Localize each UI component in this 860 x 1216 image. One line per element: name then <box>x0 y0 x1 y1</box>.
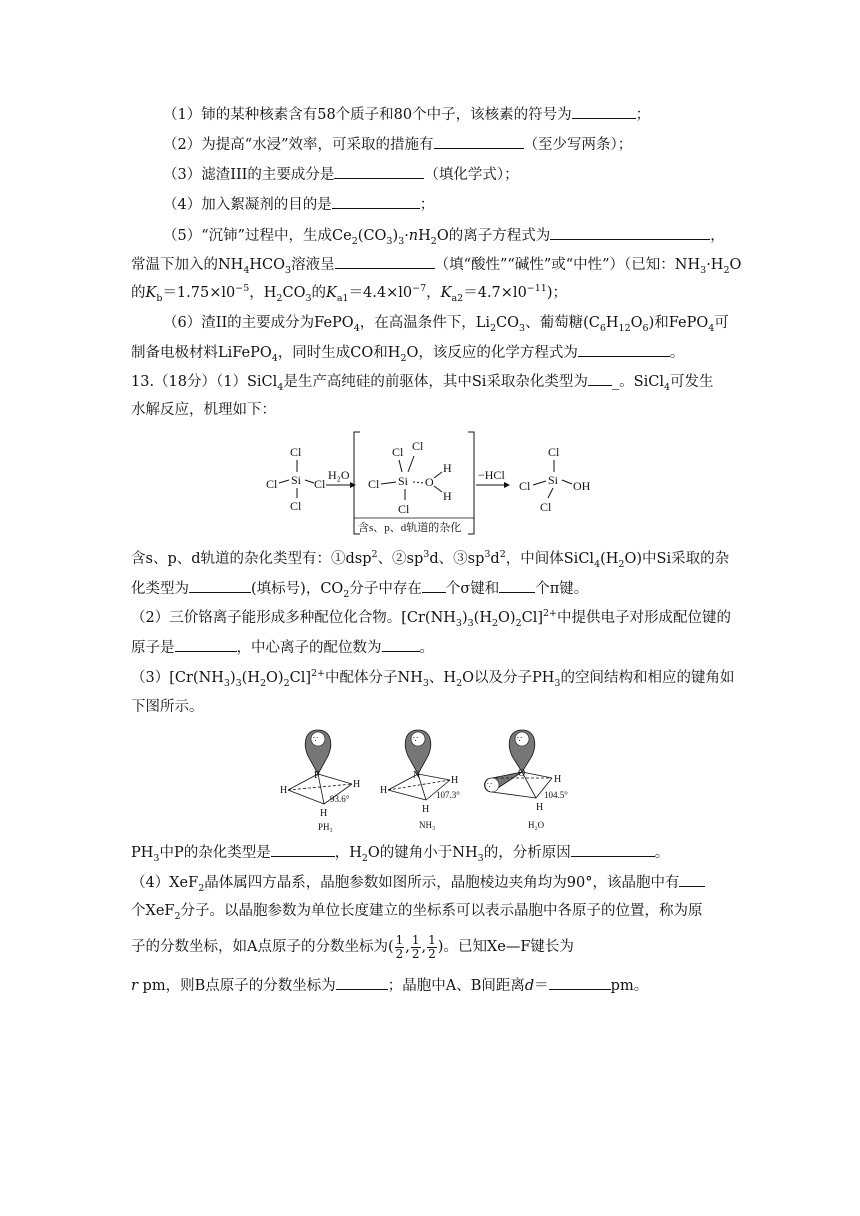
q13-part2-line2: 原子是 ，中心离子的配位数为 。 <box>131 637 434 658</box>
svg-text:∵: ∵ <box>413 735 419 744</box>
q13-part4-line3: 子的分数坐标，如A点原子的分数坐标为( $\frac{1}{2}$ , $\frac{1}{2}$ , $\frac{1}{2}$ )。已知Xe—F键长为 <box>131 932 574 961</box>
nh3-label: NH₃ <box>419 820 436 830</box>
answer-blank[interactable] <box>499 578 535 593</box>
q12-part2: （2）为提高“水浸”效率，可采取的措施有 （至少写两条）； <box>163 134 632 155</box>
chlorine-label: Cl <box>266 477 278 491</box>
q12-part5-line3: 的$K_b=1.75\times l0^{-5}$，$H_2CO_3$的$K_{a1}=4.4\times l0^{-7}$，$K_{a2}=4.7\times l0^{-11}$)； <box>131 283 568 304</box>
q13-ph3-question: $PH_3$中P的杂化类型是 ，$H_2O$的键角小于$NH_3$的，分析原因 。 <box>131 842 669 863</box>
chlorine-label: Cl <box>314 477 326 491</box>
hydrogen-label: H <box>380 785 388 796</box>
h2o-structure <box>485 730 569 830</box>
answer-blank[interactable] <box>679 872 705 887</box>
answer-blank[interactable] <box>572 104 636 119</box>
answer-blank[interactable] <box>422 578 446 593</box>
hydrogen-label: H <box>280 785 288 796</box>
q13-part2: （2）三价铬离子能形成多种配位化合物。$[Cr(NH_3)_3(H_2O)_2Cl]^{2+}$中提供电子对形成配位键的 <box>131 608 732 629</box>
svg-text:∵: ∵ <box>487 781 493 790</box>
answer-blank[interactable] <box>332 194 420 209</box>
fraction: $\frac{1}{2}$ <box>395 932 404 961</box>
q12-part3: （3）滤渣III的主要成分是 （填化学式）； <box>163 164 519 185</box>
chlorine-label: Cl <box>368 477 380 491</box>
nh3-structure <box>380 730 460 830</box>
answer-blank[interactable] <box>549 975 611 990</box>
hydrogen-label: H <box>451 775 459 786</box>
answer-blank[interactable] <box>175 637 237 652</box>
chlorine-label: Cl <box>548 445 560 459</box>
q12-part1: （1）铈的某种核素含有58个质子和80个中子，该核素的符号为 ； <box>163 104 650 125</box>
q12-part6: （6）渣II的主要成分为FePO$_4$，在高温条件下，$Li_2CO_3$、葡萄糖$(C_6H_{12}O_6)$和FePO$_4$可 <box>163 315 729 334</box>
q13-hybrid-types-line2: 化类型为 (填标号)，$CO_2$分子中存在 个σ键和 个π键。 <box>131 578 588 599</box>
svg-text:∵: ∵ <box>517 735 523 744</box>
q12-part5-line2: 常温下加入的$NH_4HCO_3$溶液呈 （填“酸性”“碱性”或“中性”）（已知：$NH_3\cdot H_2O$ <box>131 254 741 275</box>
q13-part3: $(3)[Cr(NH_3)_3(H_2O)_2Cl]^{2+}$中配体分子$NH_3$、$H_2O$以及分子$PH_3$的空间结构和相应的键角如 <box>131 668 735 689</box>
svg-text:∵: ∵ <box>313 735 319 744</box>
q13-hybrid-types: 含s、p、d轨道的杂化类型有：①dsp$^2$、$②sp^3d$、$③sp^3d^2$，中间体$SiCl_4(H_2O)$中Si采取的杂 <box>131 549 730 570</box>
answer-blank[interactable] <box>271 842 335 857</box>
q13-head: 13.（18分）（1）SiCl$_4$是生产高纯硅的前驱体，其中Si采取杂化类型为 _。SiCl$_4$可发生 <box>131 371 714 392</box>
chlorine-label: Cl <box>290 445 302 459</box>
answer-blank[interactable] <box>550 225 710 240</box>
chlorine-label: Cl <box>519 479 531 493</box>
answer-blank[interactable] <box>336 975 388 990</box>
q12-part4: （4）加入絮凝剂的目的是 ； <box>163 194 434 215</box>
silicon-label: Si <box>291 473 302 487</box>
hcl-elimination-label: −HCl <box>478 468 505 482</box>
hydrogen-label: H <box>320 808 328 819</box>
q13-head-line2: 水解反应，机理如下： <box>131 402 276 418</box>
answer-blank[interactable] <box>335 254 435 269</box>
answer-blank[interactable] <box>578 342 670 357</box>
q12-part6-line2: 制备电极材料LiFePO$_4$，同时生成CO和$H_2O$，该反应的化学方程式为 。 <box>131 342 684 363</box>
hydrogen-label: H <box>443 489 452 503</box>
fraction: $\frac{1}{2}$ <box>428 932 436 961</box>
answer-blank[interactable] <box>382 637 420 652</box>
molecular-geometry-figure <box>278 726 590 836</box>
ph3-bond-angle: 93.6° <box>330 794 350 804</box>
answer-blank[interactable] <box>434 134 524 149</box>
hydrogen-label: H <box>554 774 562 785</box>
hydrogen-label: H <box>353 779 361 790</box>
hybrid-caption: 含s、p、d轨道的杂化 <box>358 522 462 534</box>
ph3-structure <box>280 730 360 832</box>
silicon-label: Si <box>548 473 559 487</box>
nitrogen-label: N <box>413 770 421 781</box>
q13-part4-line2: 个XeF$_2$分子。以晶胞参数为单位长度建立的坐标系可以表示晶胞中各原子的位置，称为原 <box>131 903 703 922</box>
hydrogen-label: H <box>422 804 430 815</box>
water-reagent-label: H₂O <box>328 468 350 482</box>
q12-part5: （5）“沉铈”过程中，生成$Ce_2(CO_3)_3\cdot nH_2O$的离子方程式为 ， <box>163 225 725 246</box>
answer-blank[interactable] <box>334 164 424 179</box>
chlorine-label: Cl <box>290 499 302 513</box>
hydroxyl-label: OH <box>573 479 591 493</box>
chlorine-label: Cl <box>392 445 404 459</box>
chlorine-label: Cl <box>540 500 552 514</box>
hydrogen-label: H <box>536 802 544 813</box>
oxygen-label: O <box>425 475 434 489</box>
ph3-label: PH₃ <box>318 822 333 832</box>
hydrogen-label: H <box>443 461 452 475</box>
answer-blank[interactable] <box>588 371 612 386</box>
q13-part4-line4: r pm，则B点原子的分数坐标为 ；晶胞中A、B间距离d＝ pm。 <box>131 975 648 996</box>
fraction: $\frac{1}{2}$ <box>411 932 420 961</box>
nh3-bond-angle: 107.3° <box>436 790 460 800</box>
oxygen-label: O <box>518 768 526 779</box>
q13-part3-line2: 下图所示。 <box>131 699 204 715</box>
q13-part4: （4）XeF$_2$晶体属四方晶系，晶胞参数如图所示，晶胞棱边夹角均为90°，该晶胞中有 <box>131 872 705 893</box>
hydrolysis-mechanism-figure <box>262 428 602 542</box>
silicon-label: Si <box>398 474 409 488</box>
h2o-label: H₂O <box>528 820 545 830</box>
chlorine-label: Cl <box>398 502 410 516</box>
answer-blank[interactable] <box>571 842 655 857</box>
phosphorus-label: P <box>314 770 320 781</box>
answer-blank[interactable] <box>189 578 251 593</box>
h2o-bond-angle: 104.5° <box>544 790 568 800</box>
chlorine-label: Cl <box>412 439 424 453</box>
